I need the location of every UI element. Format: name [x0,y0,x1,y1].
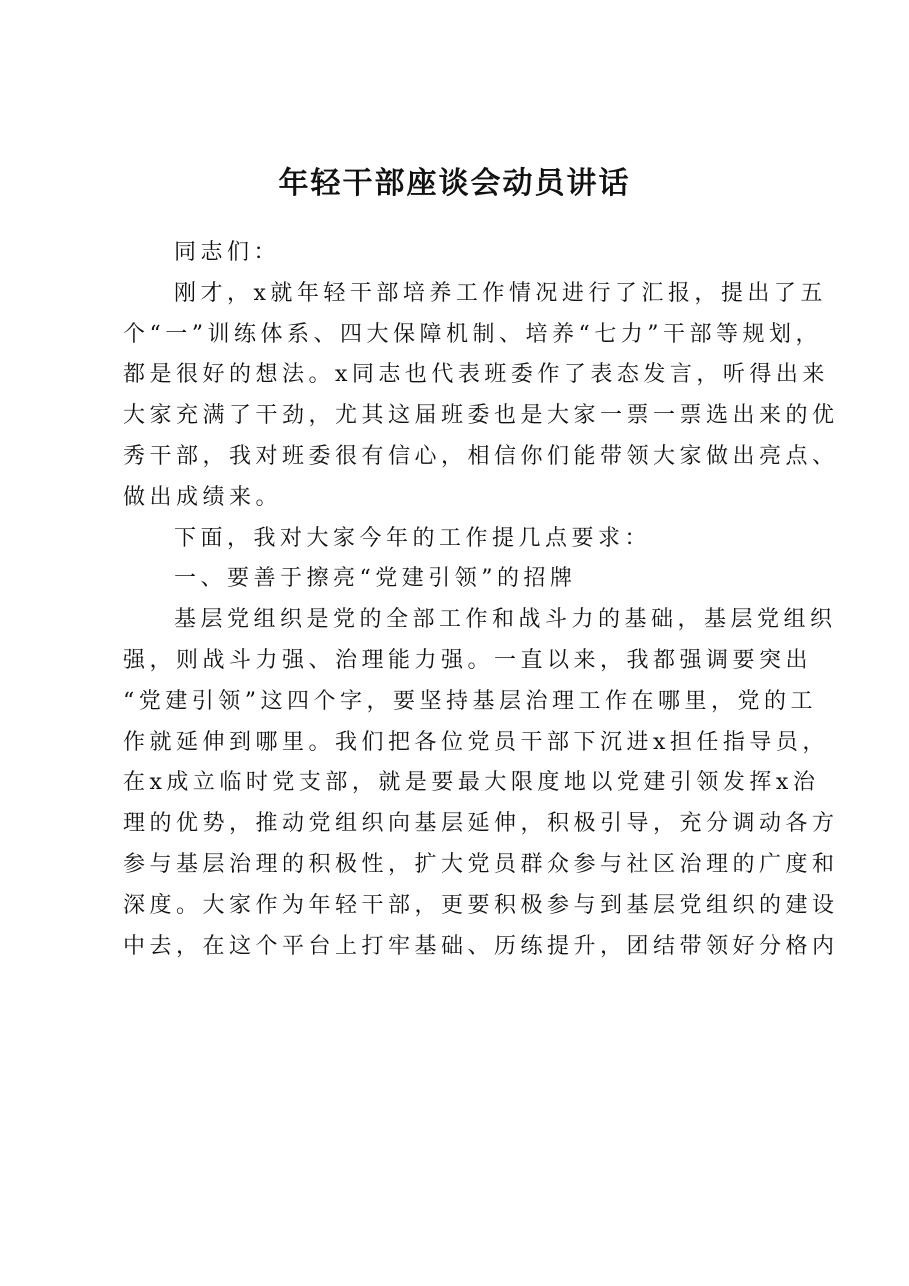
text-line: 刚才，x就年轻干部培养工作情况进行了汇报，提出了五 [174,280,827,306]
text-line: 一、要善于擦亮“党建引领”的招牌 [174,566,577,592]
paragraph-opening [123,274,839,519]
text-line: 下面，我对大家今年的工作提几点要求： [174,525,652,551]
text-line: 在x成立临时党支部，就是要最大限度地以党建引领发挥x治 [123,770,820,796]
text-line: 基层党组织是党的全部工作和战斗力的基础，基层党组织 [174,607,837,633]
paragraph-section-one [123,600,839,967]
section-heading [123,559,803,600]
text-line: 大家充满了干劲，尤其这届班委也是大家一票一票选出来的优 [123,403,839,429]
text-line: 中去，在这个平台上打牢基础、历练提升，团结带领好分格内 [123,933,839,959]
document-title: 年轻干部座谈会动员讲话 [278,166,631,201]
text-line: 深度。大家作为年轻干部，更要积极参与到基层党组织的建设 [123,892,839,918]
text-line: 同志们： [174,240,281,265]
text-line: 做出成绩来。 [123,484,283,510]
document-body [123,233,839,967]
text-line: 都是很好的想法。x同志也代表班委作了表态发言，听得出来 [123,362,829,388]
text-line: 强，则战斗力强、治理能力强。一直以来，我都强调要突出 [123,647,813,673]
paragraph-salutation [123,233,803,274]
text-line: 个“一”训练体系、四大保障机制、培养“七力”干部等规划， [123,321,822,347]
text-line: 参与基层治理的积极性，扩大党员群众参与社区治理的广度和 [123,851,839,877]
text-line: 理的优势，推动党组织向基层延伸，积极引导，充分调动各方 [123,811,839,837]
paragraph-transition [123,519,803,560]
text-line: 作就延伸到哪里。我们把各位党员干部下沉进x担任指导员， [123,729,829,755]
text-line: 秀干部，我对班委很有信心，相信你们能带领大家做出亮点、 [123,443,839,469]
text-line: “党建引领”这四个字，要坚持基层治理工作在哪里，党的工 [123,688,817,714]
